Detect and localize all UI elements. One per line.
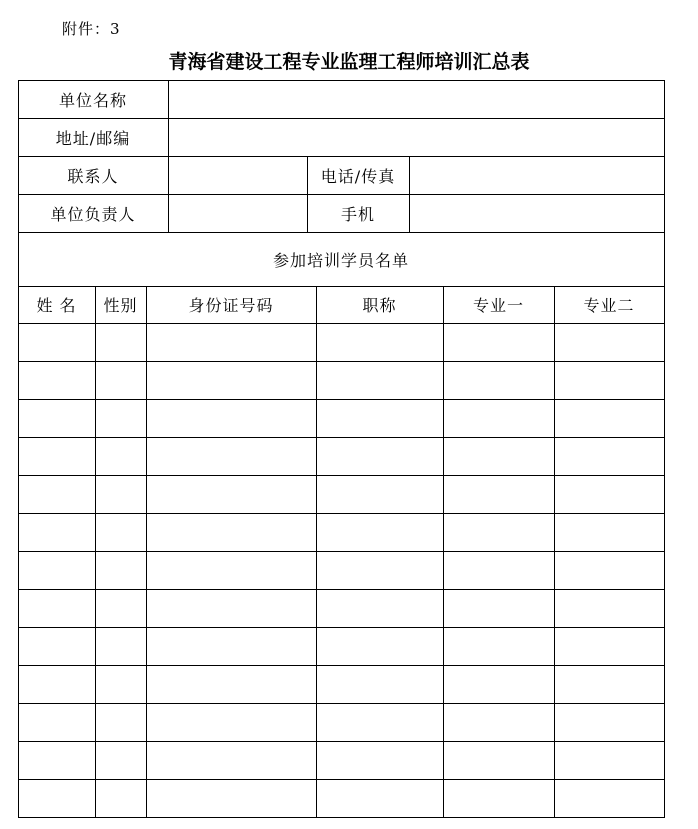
roster-cell[interactable] bbox=[96, 362, 146, 399]
table-hline bbox=[18, 817, 665, 818]
roster-cell[interactable] bbox=[317, 324, 443, 361]
roster-cell[interactable] bbox=[317, 400, 443, 437]
roster-cell[interactable] bbox=[444, 552, 554, 589]
roster-cell[interactable] bbox=[444, 476, 554, 513]
roster-cell[interactable] bbox=[555, 476, 664, 513]
roster-cell[interactable] bbox=[444, 590, 554, 627]
unit-name-label: 单位名称 bbox=[58, 90, 127, 110]
roster-cell[interactable] bbox=[555, 438, 664, 475]
roster-cell[interactable] bbox=[19, 438, 95, 475]
roster-cell[interactable] bbox=[96, 514, 146, 551]
roster-cell[interactable] bbox=[317, 704, 443, 741]
unit-head-label: 单位负责人 bbox=[50, 204, 136, 224]
column-header: 专业一 bbox=[472, 296, 524, 315]
roster-cell[interactable] bbox=[19, 514, 95, 551]
page-title: 青海省建设工程专业监理工程师培训汇总表 bbox=[168, 51, 530, 73]
roster-cell[interactable] bbox=[555, 324, 664, 361]
table-border-right bbox=[664, 80, 665, 818]
roster-cell[interactable] bbox=[96, 590, 146, 627]
contact-label: 联系人 bbox=[67, 166, 119, 186]
roster-cell[interactable] bbox=[19, 400, 95, 437]
phone-fax-field[interactable] bbox=[410, 157, 664, 194]
roster-cell[interactable] bbox=[147, 780, 316, 817]
roster-cell[interactable] bbox=[19, 780, 95, 817]
roster-cell[interactable] bbox=[555, 362, 664, 399]
roster-cell[interactable] bbox=[96, 666, 146, 703]
roster-cell[interactable] bbox=[444, 742, 554, 779]
roster-cell[interactable] bbox=[444, 628, 554, 665]
roster-cell[interactable] bbox=[444, 780, 554, 817]
roster-cell[interactable] bbox=[147, 438, 316, 475]
roster-cell[interactable] bbox=[555, 628, 664, 665]
unit-head-field[interactable] bbox=[169, 195, 307, 232]
roster-cell[interactable] bbox=[147, 742, 316, 779]
contact-field[interactable] bbox=[169, 157, 307, 194]
roster-cell[interactable] bbox=[96, 552, 146, 589]
roster-cell[interactable] bbox=[317, 742, 443, 779]
roster-cell[interactable] bbox=[96, 780, 146, 817]
roster-cell[interactable] bbox=[555, 590, 664, 627]
roster-cell[interactable] bbox=[19, 552, 95, 589]
attachment-label: 附件：3 bbox=[62, 20, 121, 38]
roster-cell[interactable] bbox=[444, 324, 554, 361]
roster-cell[interactable] bbox=[555, 400, 664, 437]
roster-cell[interactable] bbox=[147, 552, 316, 589]
roster-cell[interactable] bbox=[555, 552, 664, 589]
roster-cell[interactable] bbox=[147, 590, 316, 627]
unit-name-field[interactable] bbox=[169, 81, 664, 118]
roster-cell[interactable] bbox=[19, 362, 95, 399]
roster-cell[interactable] bbox=[147, 324, 316, 361]
roster-cell[interactable] bbox=[19, 704, 95, 741]
roster-cell[interactable] bbox=[19, 324, 95, 361]
roster-cell[interactable] bbox=[317, 514, 443, 551]
roster-cell[interactable] bbox=[19, 628, 95, 665]
column-header: 性别 bbox=[103, 296, 138, 315]
roster-cell[interactable] bbox=[147, 704, 316, 741]
address-field[interactable] bbox=[169, 119, 664, 156]
mobile-field[interactable] bbox=[410, 195, 664, 232]
roster-cell[interactable] bbox=[96, 400, 146, 437]
roster-cell[interactable] bbox=[19, 590, 95, 627]
roster-cell[interactable] bbox=[317, 438, 443, 475]
column-header: 身份证号码 bbox=[188, 296, 274, 315]
roster-title: 参加培训学员名单 bbox=[272, 250, 409, 270]
roster-cell[interactable] bbox=[96, 476, 146, 513]
roster-cell[interactable] bbox=[317, 628, 443, 665]
roster-cell[interactable] bbox=[19, 666, 95, 703]
roster-cell[interactable] bbox=[317, 666, 443, 703]
roster-cell[interactable] bbox=[555, 742, 664, 779]
phone-fax-label: 电话/传真 bbox=[320, 166, 396, 186]
roster-cell[interactable] bbox=[444, 362, 554, 399]
roster-cell[interactable] bbox=[317, 780, 443, 817]
roster-cell[interactable] bbox=[96, 742, 146, 779]
roster-cell[interactable] bbox=[96, 438, 146, 475]
roster-cell[interactable] bbox=[96, 324, 146, 361]
column-header: 姓 名 bbox=[36, 296, 77, 315]
roster-cell[interactable] bbox=[444, 666, 554, 703]
column-header: 专业二 bbox=[583, 296, 635, 315]
roster-cell[interactable] bbox=[317, 362, 443, 399]
roster-cell[interactable] bbox=[96, 628, 146, 665]
roster-cell[interactable] bbox=[96, 704, 146, 741]
roster-cell[interactable] bbox=[19, 742, 95, 779]
roster-cell[interactable] bbox=[317, 476, 443, 513]
address-label: 地址/邮编 bbox=[55, 128, 131, 148]
roster-cell[interactable] bbox=[555, 514, 664, 551]
roster-cell[interactable] bbox=[555, 704, 664, 741]
roster-cell[interactable] bbox=[444, 514, 554, 551]
roster-cell[interactable] bbox=[317, 590, 443, 627]
roster-cell[interactable] bbox=[317, 552, 443, 589]
roster-cell[interactable] bbox=[444, 400, 554, 437]
roster-cell[interactable] bbox=[147, 514, 316, 551]
roster-cell[interactable] bbox=[147, 400, 316, 437]
roster-cell[interactable] bbox=[19, 476, 95, 513]
roster-cell[interactable] bbox=[147, 362, 316, 399]
column-header: 职称 bbox=[362, 296, 397, 315]
roster-cell[interactable] bbox=[444, 704, 554, 741]
roster-cell[interactable] bbox=[147, 476, 316, 513]
roster-cell[interactable] bbox=[147, 666, 316, 703]
roster-cell[interactable] bbox=[555, 666, 664, 703]
roster-cell[interactable] bbox=[147, 628, 316, 665]
roster-cell[interactable] bbox=[444, 438, 554, 475]
mobile-label: 手机 bbox=[340, 204, 375, 224]
roster-cell[interactable] bbox=[555, 780, 664, 817]
